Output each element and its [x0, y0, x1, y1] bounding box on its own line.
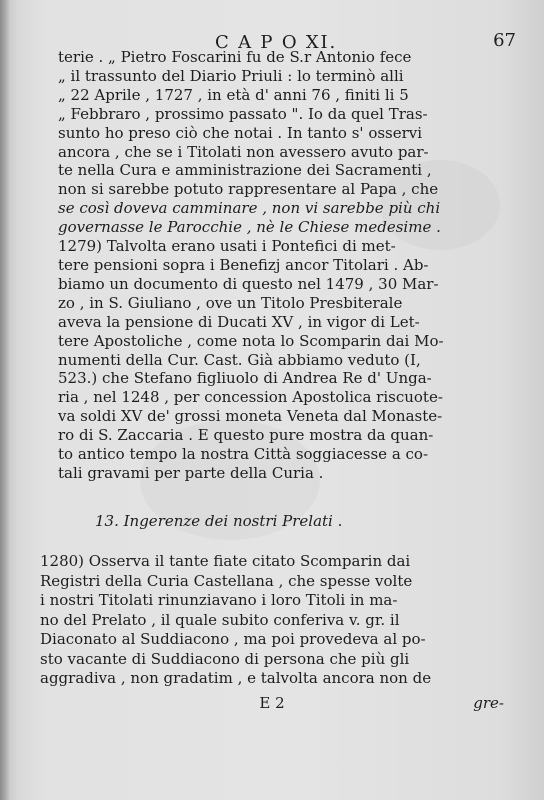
- chapter-title: C A P O XI.: [215, 32, 337, 53]
- text-line: tali gravami per parte della Curia .: [58, 463, 324, 482]
- text-line: 523.) che Stefano figliuolo di Andrea Re d' Unga-: [58, 369, 432, 388]
- text-line: aggradiva , non gradatim , e talvolta ancora non de: [40, 669, 432, 687]
- text-line: va soldi XV de' grossi moneta Veneta dal Monaste-: [58, 407, 443, 426]
- text-line: i nostri Titolati rinunziavano i loro Titoli in ma-: [40, 591, 398, 609]
- text-line: Registri della Curia Castellana , che spesse volte: [40, 571, 413, 590]
- page-number: 67: [493, 30, 516, 51]
- text-line: sto vacante di Suddiacono di persona che più gli: [40, 649, 410, 668]
- paragraph-1280-start: 1280) Osserva il tante fiate citato Scomparin dai: [40, 552, 411, 570]
- catchword: gre-: [473, 694, 504, 712]
- text-line: governasse le Parocchie , nè le Chiese medesime .: [58, 218, 441, 237]
- paragraph-1279-start: 1279) Talvolta erano usati i Pontefici di met-: [58, 237, 396, 256]
- text-line: zo , in S. Giuliano , ove un Titolo Presbiterale: [58, 293, 403, 312]
- body-text-bottom: [40, 552, 500, 689]
- page-footer: [40, 694, 504, 716]
- text-line: non si sarebbe potuto rappresentare al Papa , che: [58, 180, 439, 199]
- text-line: te nella Cura e amministrazione dei Sacramenti ,: [58, 161, 432, 180]
- text-line: „ 22 Aprile , 1727 , in età d' anni 76 , finiti li 5: [58, 85, 409, 104]
- text-line: terie . „ Pietro Foscarini fu de S.r Antonio fece: [58, 48, 412, 66]
- text-line: „ il trassunto del Diario Priuli : lo terminò alli: [58, 66, 404, 85]
- text-line: „ Febbraro , prossimo passato ". Io da quel Tras-: [58, 104, 428, 123]
- spine-shadow: [0, 0, 10, 800]
- text-line: tere pensioni sopra i Benefizj ancor Titolari . Ab-: [58, 255, 429, 274]
- text-line: ancora , che se i Titolati non avessero avuto par-: [58, 142, 429, 161]
- text-line: tere Apostoliche , come nota lo Scomparin dai Mo-: [58, 331, 444, 350]
- text-line: numenti della Cur. Cast. Già abbiamo veduto (I,: [58, 350, 421, 369]
- text-line: ria , nel 1248 , per concession Apostolica riscuote-: [58, 388, 443, 407]
- body-text-top: [58, 48, 502, 483]
- text-line: ro di S. Zaccaria . E questo pure mostra da quan-: [58, 426, 434, 445]
- signature-mark: E 2: [259, 694, 285, 712]
- section-heading: 13. Ingerenze dei nostri Prelati .: [95, 512, 343, 530]
- text-line: no del Prelato , il quale subito conferiva v. gr. il: [40, 610, 400, 629]
- text-line: to antico tempo la nostra Città soggiacesse a co-: [58, 445, 429, 464]
- text-line: aveva la pensione di Ducati XV , in vigor di Let-: [58, 312, 420, 331]
- text-line: sunto ho preso ciò che notai . In tanto s' osservi: [58, 123, 423, 142]
- text-line: se così doveva camminare , non vi sarebbe più chi: [58, 199, 441, 218]
- text-line: biamo un documento di questo nel 1479 , 30 Mar-: [58, 274, 439, 293]
- text-line: Diaconato al Suddiacono , ma poi provedeva al po-: [40, 630, 426, 648]
